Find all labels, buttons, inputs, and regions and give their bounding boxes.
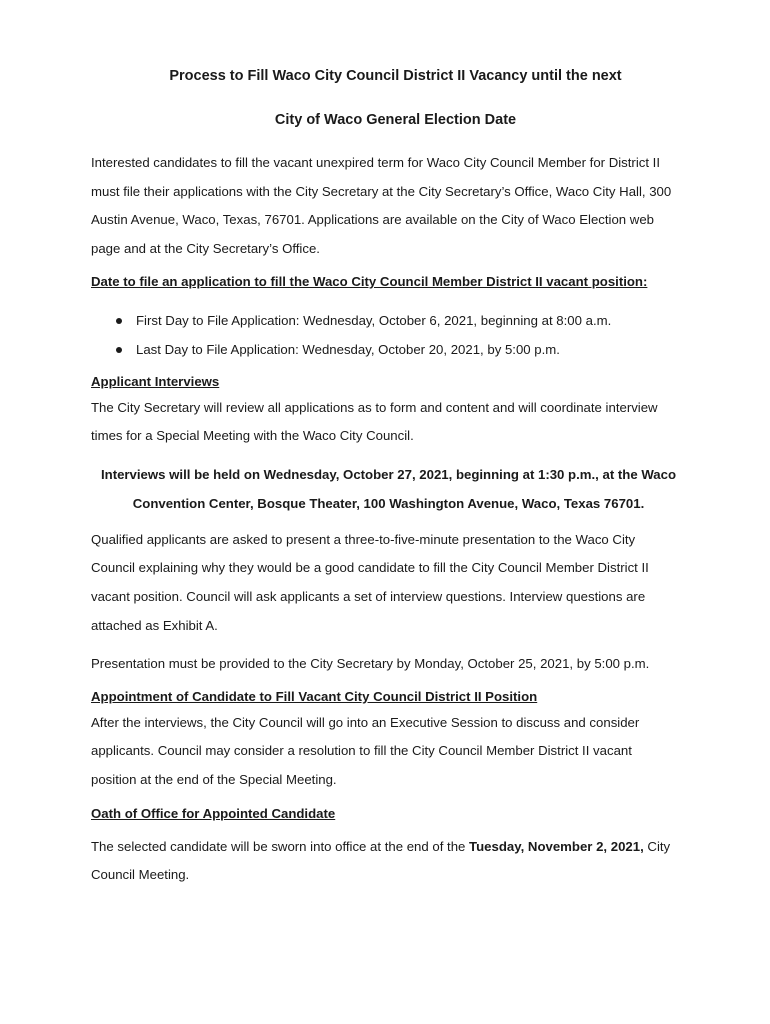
interview-notice	[77, 460, 700, 518]
intro-paragraph	[91, 149, 700, 263]
bullet-icon	[116, 318, 122, 324]
intro-line: Austin Avenue, Waco, Texas, 76701. Applications are available on the City of Waco Election web	[91, 212, 654, 228]
appointment-paragraph	[91, 709, 700, 795]
oath-text-after: City	[643, 838, 671, 854]
oath-text-before: The selected candidate will be sworn into office at the end of the	[91, 838, 470, 854]
filing-dates-heading: Date to file an application to fill the Waco City Council Member District II vacant position:	[91, 274, 648, 290]
appointment-line: After the interviews, the City Council will go into an Executive Session to discuss and consider	[91, 714, 640, 730]
list-item	[91, 307, 700, 336]
review-paragraph	[91, 394, 700, 451]
oath-line: Council Meeting.	[91, 867, 190, 883]
appointment-line: position at the end of the Special Meeting.	[91, 771, 337, 787]
filing-dates-list	[91, 307, 700, 364]
oath-date: Tuesday, November 2, 2021,	[469, 838, 644, 854]
interview-notice-line: Convention Center, Bosque Theater, 100 Washington Avenue, Waco, Texas 76701.	[132, 495, 645, 511]
list-item	[91, 336, 700, 365]
intro-line: Interested candidates to fill the vacant unexpired term for Waco City Council Member for District II	[91, 155, 661, 170]
presentation-deadline: Presentation must be provided to the City Secretary by Monday, October 25, 2021, by 5:00 p.m.	[91, 656, 650, 672]
oath-of-office-heading: Oath of Office for Appointed Candidate	[91, 805, 336, 821]
qualified-line: vacant position. Council will ask applicants a set of interview questions. Interview questions are	[91, 588, 646, 604]
first-day-to-file: First Day to File Application: Wednesday, October 6, 2021, beginning at 8:00 a.m.	[136, 313, 612, 329]
review-line: times for a Special Meeting with the Waco City Council.	[91, 428, 414, 444]
applicant-interviews-heading: Applicant Interviews	[91, 373, 220, 389]
qualified-line: Qualified applicants are asked to present a three-to-five-minute presentation to the Waco City	[91, 531, 636, 547]
last-day-to-file: Last Day to File Application: Wednesday, October 20, 2021, by 5:00 p.m.	[136, 341, 560, 357]
oath-paragraph	[91, 833, 700, 890]
intro-line: must file their applications with the City Secretary at the City Secretary’s Office, Waco City Hall, 300	[91, 183, 672, 199]
document-title-line-2: City of Waco General Election Date	[274, 112, 517, 128]
review-line: The City Secretary will review all applications as to form and content and will coordinate interview	[91, 399, 658, 415]
appointment-line: applicants. Council may consider a resolution to fill the City Council Member District II vacant	[91, 743, 632, 759]
qualified-applicants-paragraph	[91, 526, 700, 640]
bullet-icon	[116, 347, 122, 353]
interview-notice-line: Interviews will be held on Wednesday, October 27, 2021, beginning at 1:30 p.m., at the Waco	[100, 466, 677, 482]
intro-line: page and at the City Secretary’s Office.	[91, 240, 320, 256]
document-title-line-1: Process to Fill Waco City Council District II Vacancy until the next	[169, 68, 622, 84]
appointment-heading: Appointment of Candidate to Fill Vacant City Council District II Position	[91, 688, 538, 704]
qualified-line: Council explaining why they would be a good candidate to fill the City Council Member District II	[91, 560, 649, 576]
oath-line	[91, 833, 700, 862]
qualified-line: attached as Exhibit A.	[91, 617, 218, 633]
